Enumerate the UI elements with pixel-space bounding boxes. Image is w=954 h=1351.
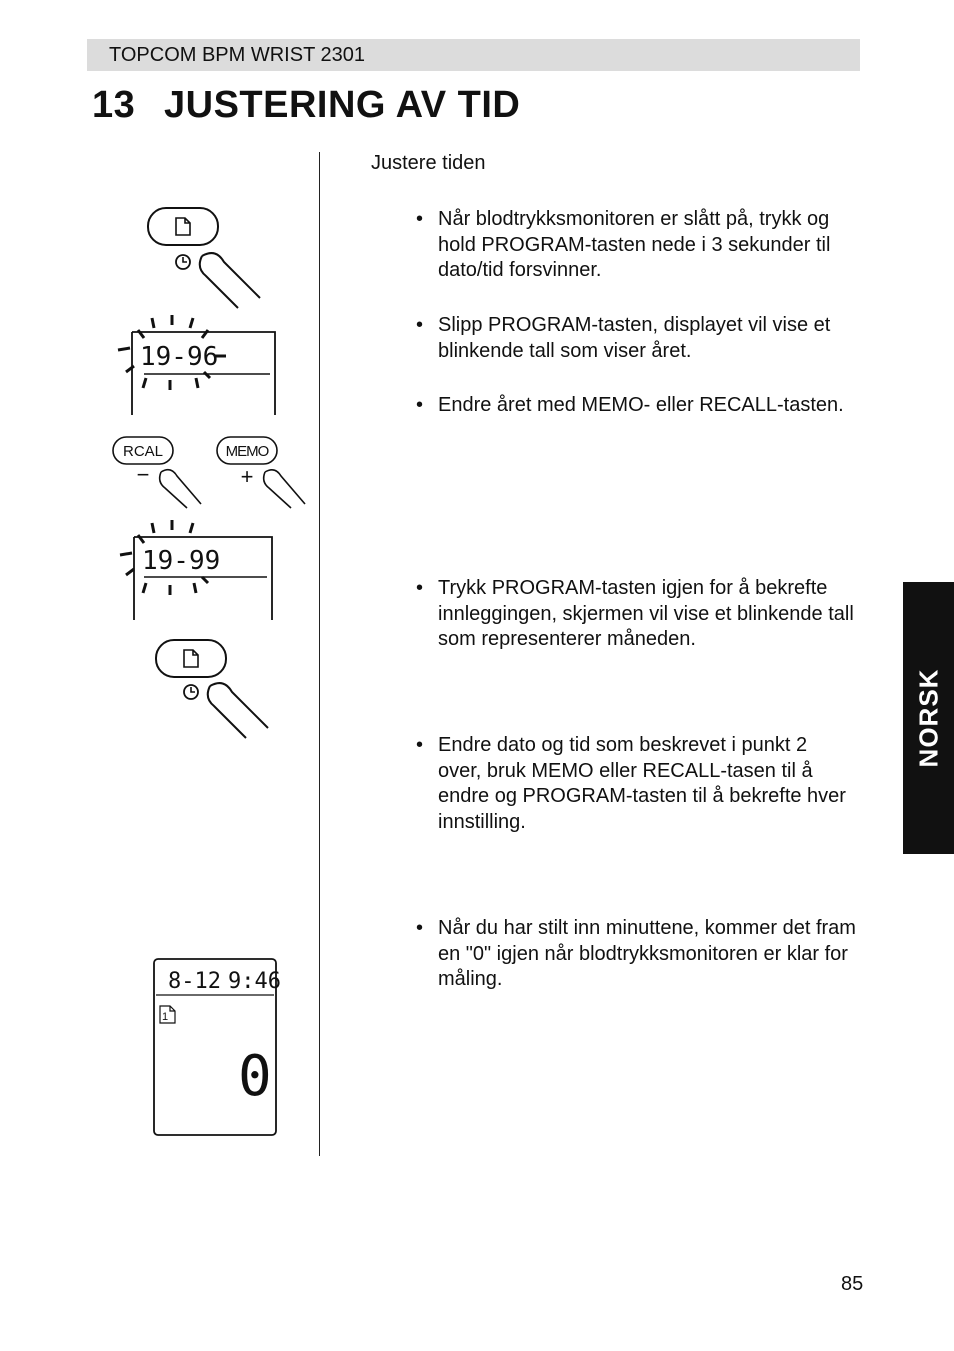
program-button-press-figure-2: [148, 632, 278, 742]
bullet-1: [416, 207, 856, 284]
program-button-press-figure: [140, 200, 270, 310]
lcd-year-figure-2: [112, 515, 287, 625]
bullet-text: Når du har stilt inn minuttene, kommer det fram en "0" igjen når blodtrykksmonitoren er klar for måling.: [438, 917, 856, 991]
header-product: TOPCOM BPM WRIST 2301: [109, 44, 365, 66]
lcd-reading: 0: [238, 1044, 272, 1109]
section-title: JUSTERING AV TID: [164, 84, 521, 126]
section-number: 13: [92, 84, 136, 126]
plus-sign: +: [240, 464, 254, 489]
bullet-dot: •: [416, 314, 424, 336]
bullet-dot: •: [416, 208, 424, 230]
bullet-5: [416, 733, 856, 835]
bullet-dot: •: [416, 577, 424, 599]
page-number: 85: [841, 1273, 864, 1295]
header-bar: [87, 39, 860, 71]
bullet-text: Endre dato og tid som beskrevet i punkt 2 over, bruk MEMO eller RECALL-tasen til å endre og PROGRAM-tasten til å bekrefte hver innstilling.: [438, 734, 846, 833]
bullet-text: Slipp PROGRAM-tasten, displayet vil vise et blinkende tall som viser året.: [438, 314, 831, 362]
lcd-final-figure: [150, 955, 282, 1139]
program-button: [156, 640, 226, 677]
lcd-year-figure-1: [110, 310, 290, 422]
finger-icon: [200, 253, 260, 308]
bullet-dot: •: [416, 917, 424, 939]
language-tab-label: NORSK: [913, 668, 943, 768]
program-button: [148, 208, 218, 245]
recall-button-label: RCAL: [122, 443, 164, 460]
bullet-2: [416, 313, 856, 364]
lcd-date: 8-12: [168, 969, 221, 994]
minus-sign: −: [136, 462, 150, 487]
lcd-time: 9:46: [228, 969, 281, 994]
page-title: [92, 84, 520, 127]
intro-text: Justere tiden: [371, 152, 486, 174]
lcd-year-value: 19-99: [142, 546, 221, 576]
bullet-6: [416, 916, 856, 993]
lcd-year-value: 19-96: [140, 342, 219, 372]
finger-icon: [160, 470, 201, 508]
bullet-4: [416, 576, 856, 653]
finger-icon: [264, 470, 305, 508]
bullet-3: [416, 393, 856, 419]
finger-icon: [208, 683, 268, 738]
column-divider: [319, 152, 320, 1156]
memory-slot: 1: [162, 1011, 169, 1023]
bullet-text: Trykk PROGRAM-tasten igjen for å bekrefte innleggingen, skjermen vil vise et blinkende tall som representerer måneden.: [438, 577, 854, 651]
bullet-dot: •: [416, 394, 424, 416]
language-tab: [903, 582, 954, 854]
bullet-text: Når blodtrykksmonitoren er slått på, trykk og hold PROGRAM-tasten nede i 3 sekunder til dato/tid forsvinner.: [438, 208, 831, 282]
memo-button-label: MEMO: [225, 443, 269, 460]
bullet-dot: •: [416, 734, 424, 756]
memo-recall-buttons-figure: [105, 432, 310, 510]
bullet-text: Endre året med MEMO- eller RECALL-tasten.: [438, 394, 844, 416]
